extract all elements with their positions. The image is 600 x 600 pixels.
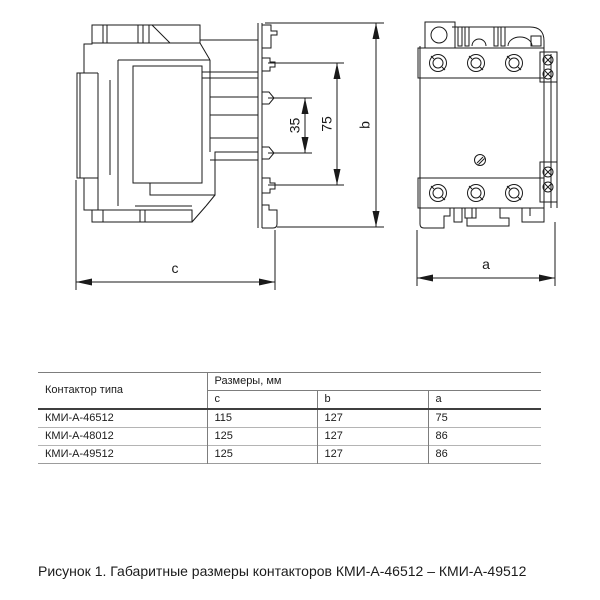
subheader-a: a [428, 391, 541, 410]
dim-label-75: 75 [318, 116, 335, 132]
col-header-contactor-type: Контактор типа [45, 384, 124, 396]
side-view [77, 23, 277, 228]
cell-b: 127 [317, 409, 428, 428]
cell-type: КМИ-А-46512 [45, 412, 114, 424]
cell-a: 75 [428, 409, 541, 428]
dimension-arrows [76, 23, 555, 286]
bottom-terminals [430, 185, 523, 202]
subheader-b: b [317, 391, 428, 410]
dim-label-b: b [356, 121, 373, 129]
center-screw [475, 155, 486, 166]
cell-b: 127 [317, 446, 428, 464]
cell-c: 125 [207, 446, 317, 464]
table-row [38, 446, 541, 464]
cell-b: 127 [317, 428, 428, 446]
dim-label-c: c [171, 260, 179, 276]
dimensions-table-wrap [38, 372, 541, 464]
cell-a: 86 [428, 446, 541, 464]
subheader-c: c [207, 391, 317, 410]
mounting-hole [431, 27, 447, 43]
dimensions-table [38, 372, 541, 464]
cell-type: КМИ-А-49512 [45, 448, 114, 460]
cell-type: КМИ-А-48012 [45, 430, 114, 442]
table-row [38, 428, 541, 446]
dim-label-a: a [482, 256, 490, 272]
figure-caption: Рисунок 1. Габаритные размеры контакторов КМИ-А-46512 – КМИ-А-49512 [38, 563, 527, 579]
top-terminals [430, 55, 523, 72]
col-header-dimensions: Размеры, мм [207, 373, 541, 391]
cell-a: 86 [428, 428, 541, 446]
dim-label-35: 35 [286, 117, 303, 134]
front-view [418, 22, 557, 228]
dimension-lines [76, 23, 555, 290]
cell-c: 115 [207, 409, 317, 428]
cell-c: 125 [207, 428, 317, 446]
table-row [38, 409, 541, 428]
